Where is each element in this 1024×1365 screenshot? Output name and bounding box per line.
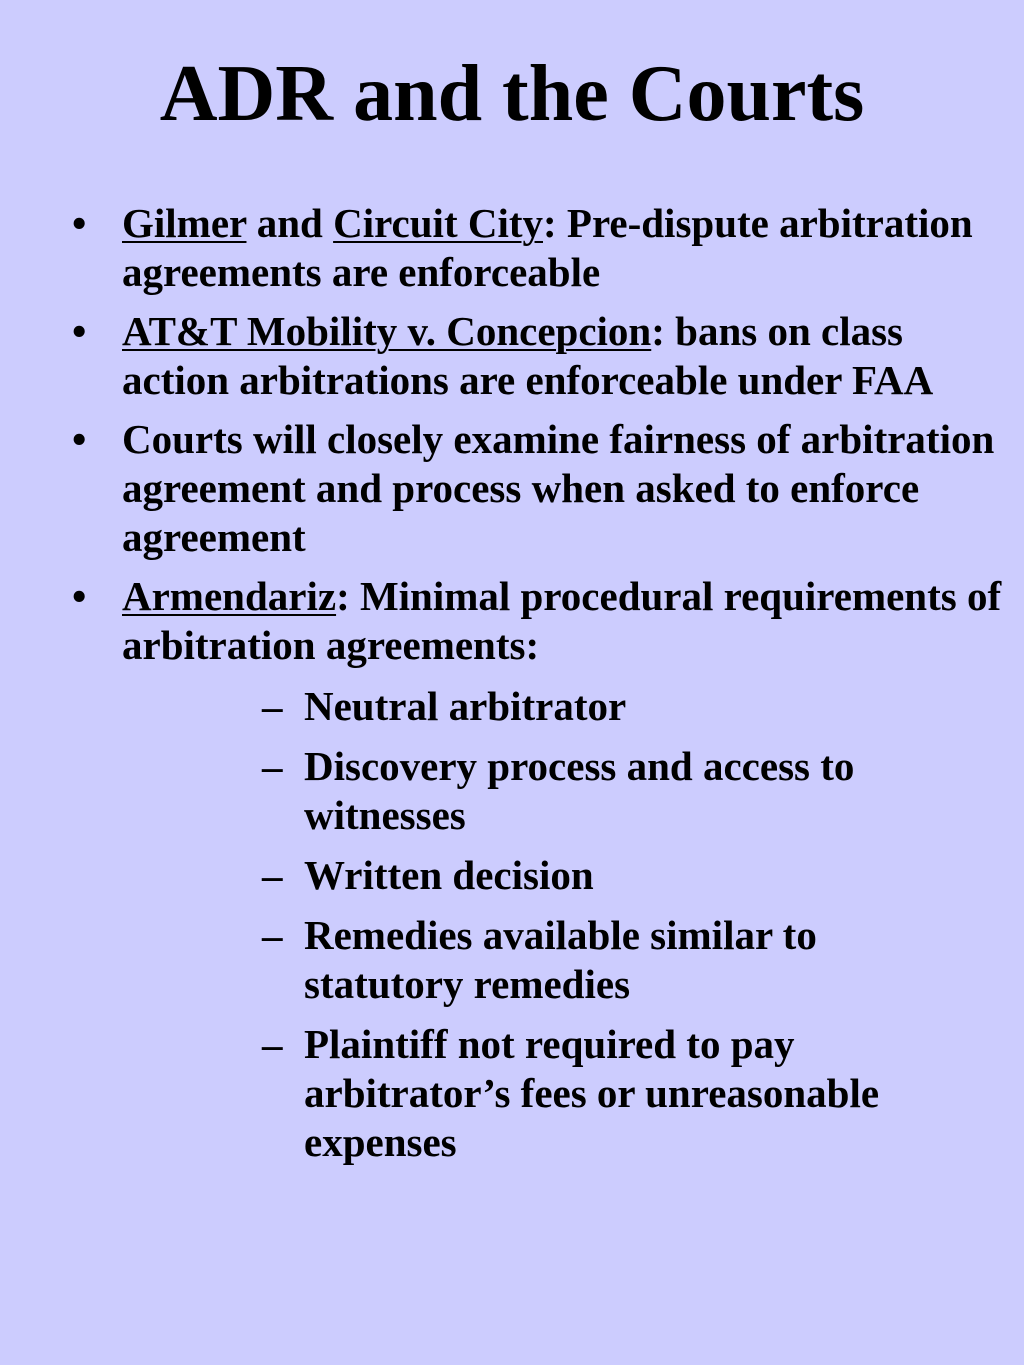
sub-bullet-text: Remedies available similar to statutory remedies — [304, 912, 817, 1007]
bullet-text: : Pre-dispute arbitration agreements are enforceable — [122, 200, 973, 295]
sub-bullet-item — [122, 742, 1004, 840]
bullet-text: : Minimal procedural requirements of arbitration agreements: — [122, 573, 1002, 668]
sub-bullet-marker: – — [262, 683, 283, 729]
bullet-text: Courts will closely examine fairness of arbitration agreement and process when asked to enforce agreement — [122, 416, 995, 560]
bullet-marker: • — [72, 573, 87, 619]
sub-bullet-text: Plaintiff not required to pay arbitrator’s fees or unreasonable expenses — [304, 1021, 880, 1165]
slide-title: ADR and the Courts — [159, 50, 865, 138]
sub-bullet-item — [122, 851, 1004, 900]
sub-bullet-item — [122, 911, 1004, 1009]
sub-bullet-item — [122, 682, 1004, 731]
sub-bullet-marker: – — [262, 852, 283, 898]
bullet-marker: • — [72, 308, 87, 354]
bullet-list — [0, 199, 1024, 1178]
sub-bullet-marker: – — [262, 912, 283, 958]
sub-bullet-marker: – — [262, 743, 283, 789]
case-name-gilmer: Gilmer — [122, 200, 247, 246]
bullet-joiner: and — [246, 200, 334, 246]
bullet-item — [0, 307, 1024, 405]
bullet-item — [0, 572, 1024, 1167]
sub-bullet-marker: – — [262, 1021, 283, 1067]
sub-bullet-text: Neutral arbitrator — [304, 683, 627, 729]
sub-bullet-text: Discovery process and access to witnesses — [304, 743, 855, 838]
bullet-marker: • — [72, 416, 87, 462]
bullet-marker: • — [72, 200, 87, 246]
case-name-armendariz: Armendariz — [122, 573, 337, 619]
sub-bullet-list — [122, 682, 1004, 1167]
bullet-item — [0, 415, 1024, 562]
sub-bullet-text: Written decision — [304, 852, 594, 898]
bullet-item — [0, 199, 1024, 297]
sub-bullet-item — [122, 1020, 1004, 1167]
case-name-circuit-city: Circuit City — [333, 200, 543, 246]
bullet-text: : bans on class action arbitrations are enforceable under FAA — [122, 308, 934, 403]
case-name-concepcion: AT&T Mobility v. Concepcion — [122, 308, 652, 354]
